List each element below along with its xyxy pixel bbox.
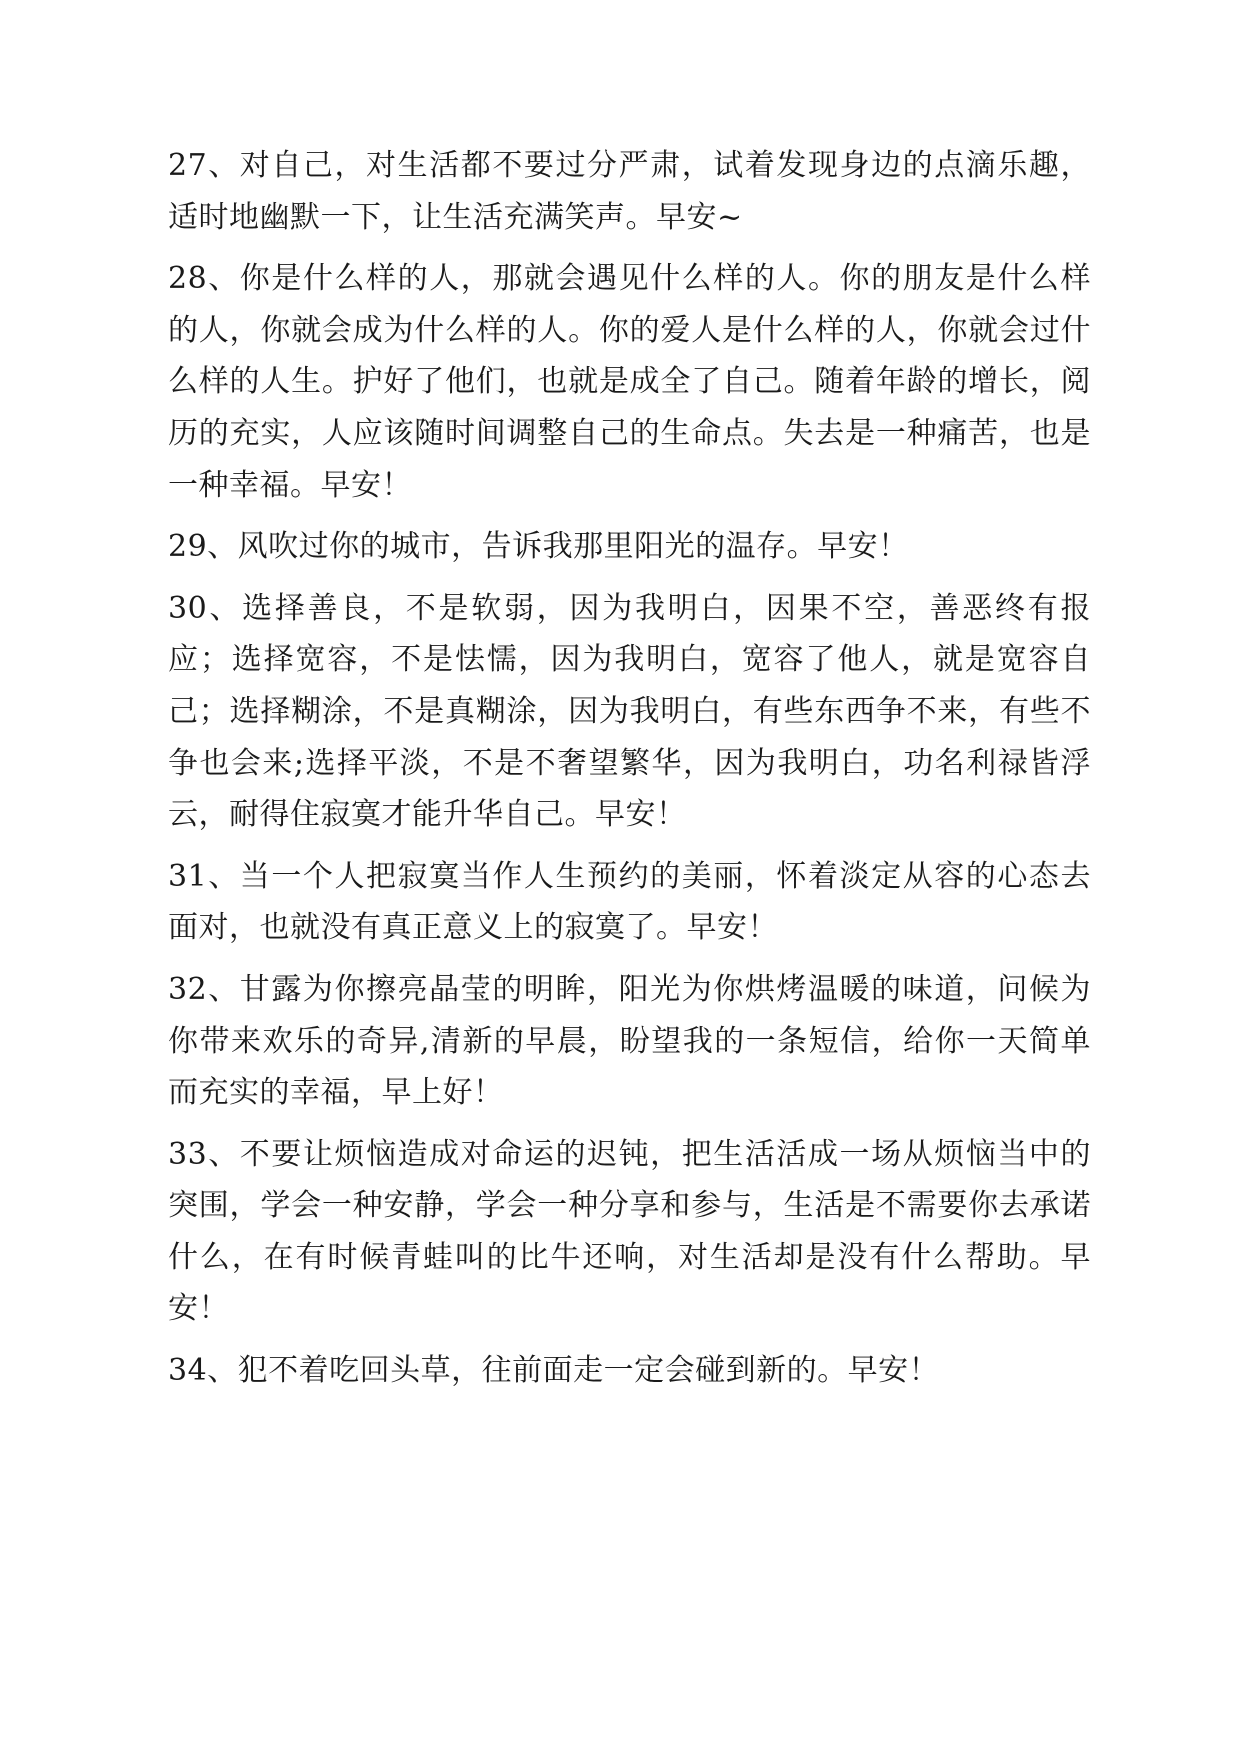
paragraph-32: 32、甘露为你擦亮晶莹的明眸，阳光为你烘烤温暖的味道，问候为你带来欢乐的奇异,清新的早晨，盼望我的一条短信，给你一天简单而充实的幸福，早上好！ [168, 971, 1091, 1111]
paragraph-31: 31、当一个人把寂寞当作人生预约的美丽，怀着淡定从容的心态去面对，也就没有真正意义上的寂寞了。早安！ [168, 858, 1091, 946]
paragraph-30: 30、选择善良，不是软弱，因为我明白，因果不空，善恶终有报应；选择宽容，不是怯懦，因为我明白，宽容了他人，就是宽容自己；选择糊涂，不是真糊涂，因为我明白，有些东西争不来，有些不争也会来;选择平淡，不是不奢望繁华，因为我明白，功名利禄皆浮云，耐得住寂寞才能升华自己。早安！ [168, 590, 1091, 833]
paragraph-29: 29、风吹过你的城市，告诉我那里阳光的温存。早安！ [168, 529, 909, 565]
paragraph-33: 33、不要让烦恼造成对命运的迟钝，把生活活成一场从烦恼当中的突围，学会一种安静，学会一种分享和参与，生活是不需要你去承诺什么，在有时候青蛙叫的比牛还响，对生活却是没有什么帮助。早安！ [168, 1136, 1091, 1327]
paragraph-27: 27、对自己，对生活都不要过分严肃，试着发现身边的点滴乐趣，适时地幽默一下，让生活充满笑声。早安~ [168, 148, 1091, 235]
paragraph-34: 34、犯不着吃回头草，往前面走一定会碰到新的。早安！ [168, 1353, 940, 1389]
paragraph-28: 28、你是什么样的人，那就会遇见什么样的人。你的朋友是什么样的人，你就会成为什么样的人。你的爱人是什么样的人，你就会过什么样的人生。护好了他们，也就是成全了自己。随着年龄的增长，阅历的充实，人应该随时间调整自己的生命点。失去是一种痛苦，也是一种幸福。早安！ [168, 261, 1091, 503]
document-body [168, 140, 1091, 1397]
